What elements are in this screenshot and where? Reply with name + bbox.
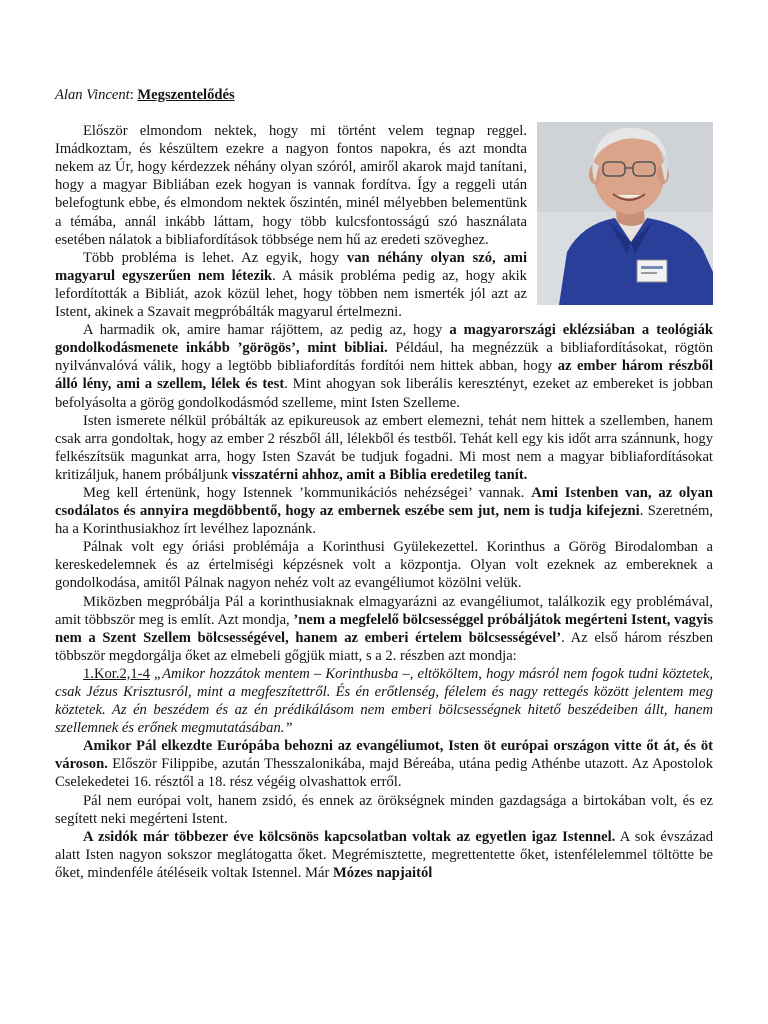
text-run: Pál nem európai volt, hanem zsidó, és ennek az örökségnek minden gazdagsága a birtokában volt, és ez segített neki megérteni Istent.: [55, 792, 713, 827]
article-title: Megszentelődés: [137, 87, 235, 103]
paragraph: [55, 792, 713, 828]
quote-text: „Amikor hozzátok mentem – Korinthusba –, eltököltem, hogy másról nem fogok tudni köztetek, csak Jézus Krisztusról, mint a megfeszítettről. És én erőtlenség, félelem és nagy rettegés között jelentem meg köztetek. Az én beszédem és az én prédikálásom nem emberi bölcsességnek hitető beszédeiben állt, hanem szellemnek és erőnek megmutatásában.”: [55, 665, 713, 737]
bold-text: Mózes napjaitól: [333, 864, 433, 881]
text-run: Miközben megpróbálja Pál a korinthusiaknak elmagyarázni az evangéliumot, találkozik egy problémával, amit többször meg is említ. Azt mondja,: [55, 593, 713, 628]
bold-text: van néhány olyan szó, ami magyarul egyszerűen nem létezik: [55, 249, 528, 284]
scripture-reference: 1.Kor.2,1-4: [83, 665, 150, 682]
paragraph: [55, 484, 713, 538]
paragraph: [55, 737, 713, 791]
text-run: Például, ha megnézzük a bibliafordításokat, rögtön nyilvánvalóvá válik, hogy a legtöbb bibliafordítás fordítói nem hittek abban, hogy: [55, 340, 713, 375]
text-run: Először elmondom nektek, hogy mi történt velem tegnap reggel. Imádkoztam, és készültem ezekre a nagyon fontos napokra, és azt mondta nekem az Úr, hogy kérdezzek néhány olyan szóról, amiről akarok majd tanítani, hogy a magyar Bibliában ezek hogyan is vannak fordítva. Így a reggeli után belefogtunk ebbe, és elmondom nektek őszintén, minél mélyebben belementünk a témába, annál inkább láttam, hogy több kulcsfontosságú szó használata esetében nálatok a bibliafordítások többsége nem hű az eredeti szöveghez.: [55, 123, 527, 248]
portrait-photo: [537, 122, 713, 305]
text-run: . Szeretném, ha a Korinthusiakhoz írt levélhez lapoznánk.: [55, 503, 713, 538]
text-run: Pálnak volt egy óriási problémája a Korinthusi Gyülekezettel. Korinthus a Görög Birodalomban a kereskedelemnek és az értelmiségi képzésnek volt a központja. Olyan volt ezeknek az embereknek a gondolkodása, amitől Pálnak nagyon nehéz volt az evangéliumot közölni velük.: [55, 539, 713, 592]
bold-text: visszatérni ahhoz, amit a Biblia eredetileg tanít.: [231, 466, 528, 483]
text-run: Meg kell értenünk, hogy Istennek ’kommunikációs nehézségei’ vannak.: [83, 484, 532, 501]
title-separator: :: [129, 87, 138, 103]
text-run: . A másik probléma pedig az, hogy akik lefordították a Bibliát, azok közül lehet, hogy többen nem ismerték jól azt az Istent, akinek a Szavait megpróbálták magyarul értelmezni.: [55, 267, 527, 321]
article-header: [55, 86, 713, 104]
bold-text: az ember három részből álló lény, ami a szellem, lélek és test: [55, 358, 713, 393]
paragraph: [55, 828, 713, 882]
bold-text: A zsidók már többezer éve kölcsönös kapcsolatban voltak az egyetlen igaz Istennel.: [83, 828, 616, 845]
text-run: . Mint ahogyan sok liberális keresztényt, ezeket az embereket is jobban befolyásolta a görög gondolkodásmód szelleme, mint Isten Szelleme.: [55, 376, 713, 411]
bold-text: a magyarországi eklézsiában a teológiák gondolkodásmenete inkább ’görögös’, mint bibliai.: [55, 322, 713, 357]
paragraph: [55, 412, 713, 484]
bold-text: Ami Istenben van, az olyan csodálatos és annyira megdöbbentő, hogy az embernek eszébe sem jut, nem is tudja kifejezni: [55, 484, 713, 520]
paragraph: [55, 538, 713, 592]
text-run: Először Filippibe, azután Thesszalonikába, majd Béreába, utána pedig Athénbe utazott. Az Apostolok Cselekedetei 16. résztől a 18. rész végéig olvashattok erről.: [55, 756, 713, 791]
bold-text: ’nem a megfelelő bölcsességgel próbáljátok megérteni Istent, vagyis nem a Szent Szellem bölcsességével, hanem az emberi értelem bölcsességével’: [55, 611, 713, 646]
paragraph: [55, 321, 713, 411]
text-run: A sok évszázad alatt Isten nagyon sokszor meglátogatta őket. Megrémisztette, megrettentette őket, istenfélelemmel töltötte be őket, mindenféle átéléseik voltak Istennel. Már: [55, 828, 713, 881]
text-run: A harmadik ok, amire hamar rájöttem, az pedig az, hogy: [83, 322, 450, 339]
scripture-quote: [55, 665, 713, 737]
bold-text: Amikor Pál elkezdte Európába behozni az evangéliumot, Isten öt európai országon vitte őt át, és öt városon.: [55, 738, 713, 773]
author-name: Alan Vincent: [55, 87, 130, 103]
text-run: . Az első három részben többször megdorgálja őket az elmebeli gőgjük miatt, s a 2. részben azt mondja:: [55, 629, 714, 664]
text-run: Isten ismerete nélkül próbálták az epikureusok az embert elemezni, tehát nem hittek a szellemben, hanem csak arra gondoltak, hogy az ember 2 részből áll, lélekből és testből. Tehát kell egy kis időt arra szánnunk, hogy felkészítsük magunkat arra, hogy Isten Szavát be tudjuk fogadni. Mi most nem a magyar bibliafordításokat kritizáljuk, hanem próbáljunk: [55, 412, 713, 483]
article-body: [55, 86, 713, 882]
text-run: Több probléma is lehet. Az egyik, hogy: [83, 249, 347, 266]
paragraph: [55, 593, 713, 665]
